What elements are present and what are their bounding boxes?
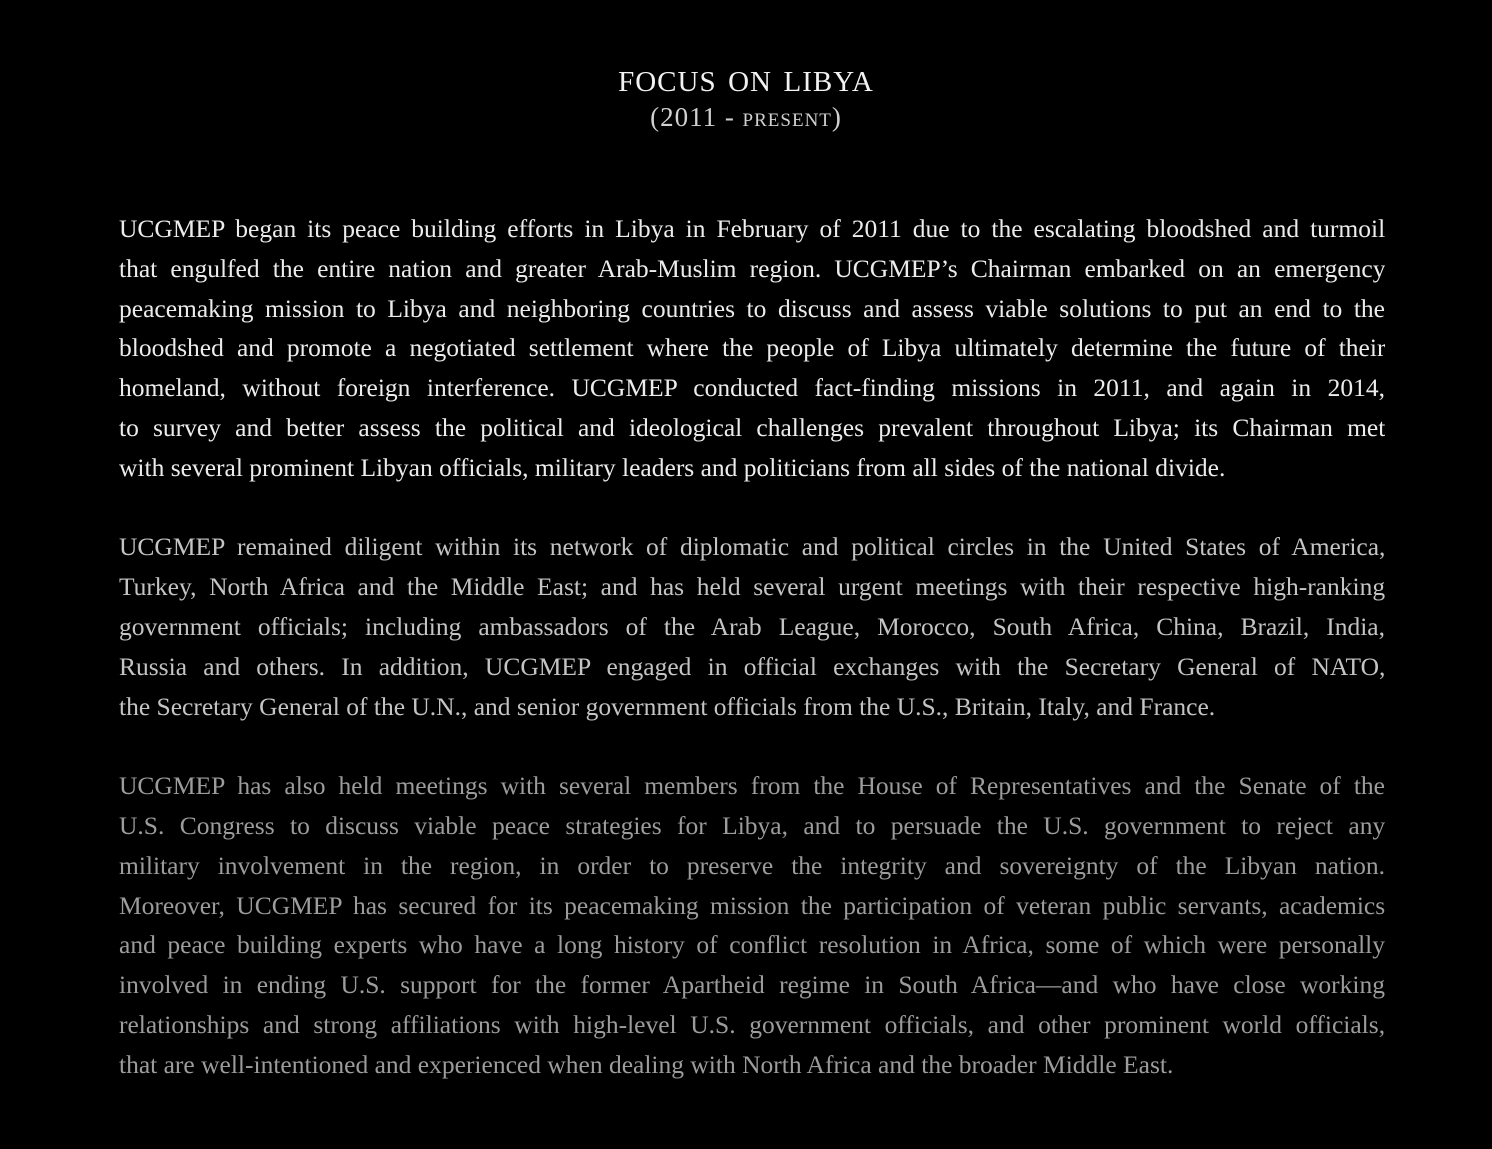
paragraph-line: that engulfed the entire nation and greater Arab-Muslim region. UCGMEP’s Chairman embarked on an emergency [119,253,1385,283]
paragraph-line: that are well-intentioned and experienced when dealing with North Africa and the broader Middle East. [119,1049,1174,1079]
paragraph-1 [119,209,1385,488]
paragraph-line: UCGMEP remained diligent within its network of diplomatic and political circles in the United States of America, [119,532,1385,562]
paragraph-line: U.S. Congress to discuss viable peace strategies for Libya, and to persuade the U.S. government to reject any [119,810,1385,840]
paragraph-line: involved in ending U.S. support for the former Apartheid regime in South Africa—and who have close working [119,970,1385,1000]
paragraph-line: to survey and better assess the political and ideological challenges prevalent throughout Libya; its Chairman met [119,412,1385,442]
paragraph-line: homeland, without foreign interference. UCGMEP conducted fact-finding missions in 2011, and again in 2014, [119,373,1385,403]
paragraph-3 [119,766,1385,1084]
document-header [0,56,1492,132]
paragraph-2 [119,527,1385,726]
paragraph-line: UCGMEP has also held meetings with several members from the House of Representatives and the Senate of the [119,771,1385,801]
paragraph-line: UCGMEP began its peace building efforts in Libya in February of 2011 due to the escalating bloodshed and turmoil [119,214,1385,243]
paragraph-line: Turkey, North Africa and the Middle East; and has held several urgent meetings with their respective high-ranking [119,572,1385,602]
paragraph-line: peacemaking mission to Libya and neighboring countries to discuss and assess viable solutions to put an end to the [119,293,1385,323]
paragraph-line: and peace building experts who have a long history of conflict resolution in Africa, some of which were personally [119,930,1385,960]
paragraph-line: Russia and others. In addition, UCGMEP engaged in official exchanges with the Secretary General of NATO, [119,651,1385,681]
paragraph-line: the Secretary General of the U.N., and senior government officials from the U.S., Britain, Italy, and France. [119,691,1216,721]
paragraph-line: government officials; including ambassadors of the Arab League, Morocco, South Africa, China, Brazil, India, [119,611,1385,641]
document-body [119,209,1385,1124]
paragraph-line: bloodshed and promote a negotiated settlement where the people of Libya ultimately determine the future of their [119,333,1385,363]
page-title: focus on libya [618,55,874,101]
paragraph-line: with several prominent Libyan officials, military leaders and politicians from all sides of the national divide. [119,452,1226,482]
paragraph-line: relationships and strong affiliations with high-level U.S. government officials, and other prominent world officials, [119,1009,1385,1039]
paragraph-line: military involvement in the region, in order to preserve the integrity and sovereignty of the Libyan nation. [119,850,1385,880]
paragraph-line: Moreover, UCGMEP has secured for its peacemaking mission the participation of veteran public servants, academics [119,890,1385,920]
page-subtitle: (2011 - present) [650,102,842,132]
